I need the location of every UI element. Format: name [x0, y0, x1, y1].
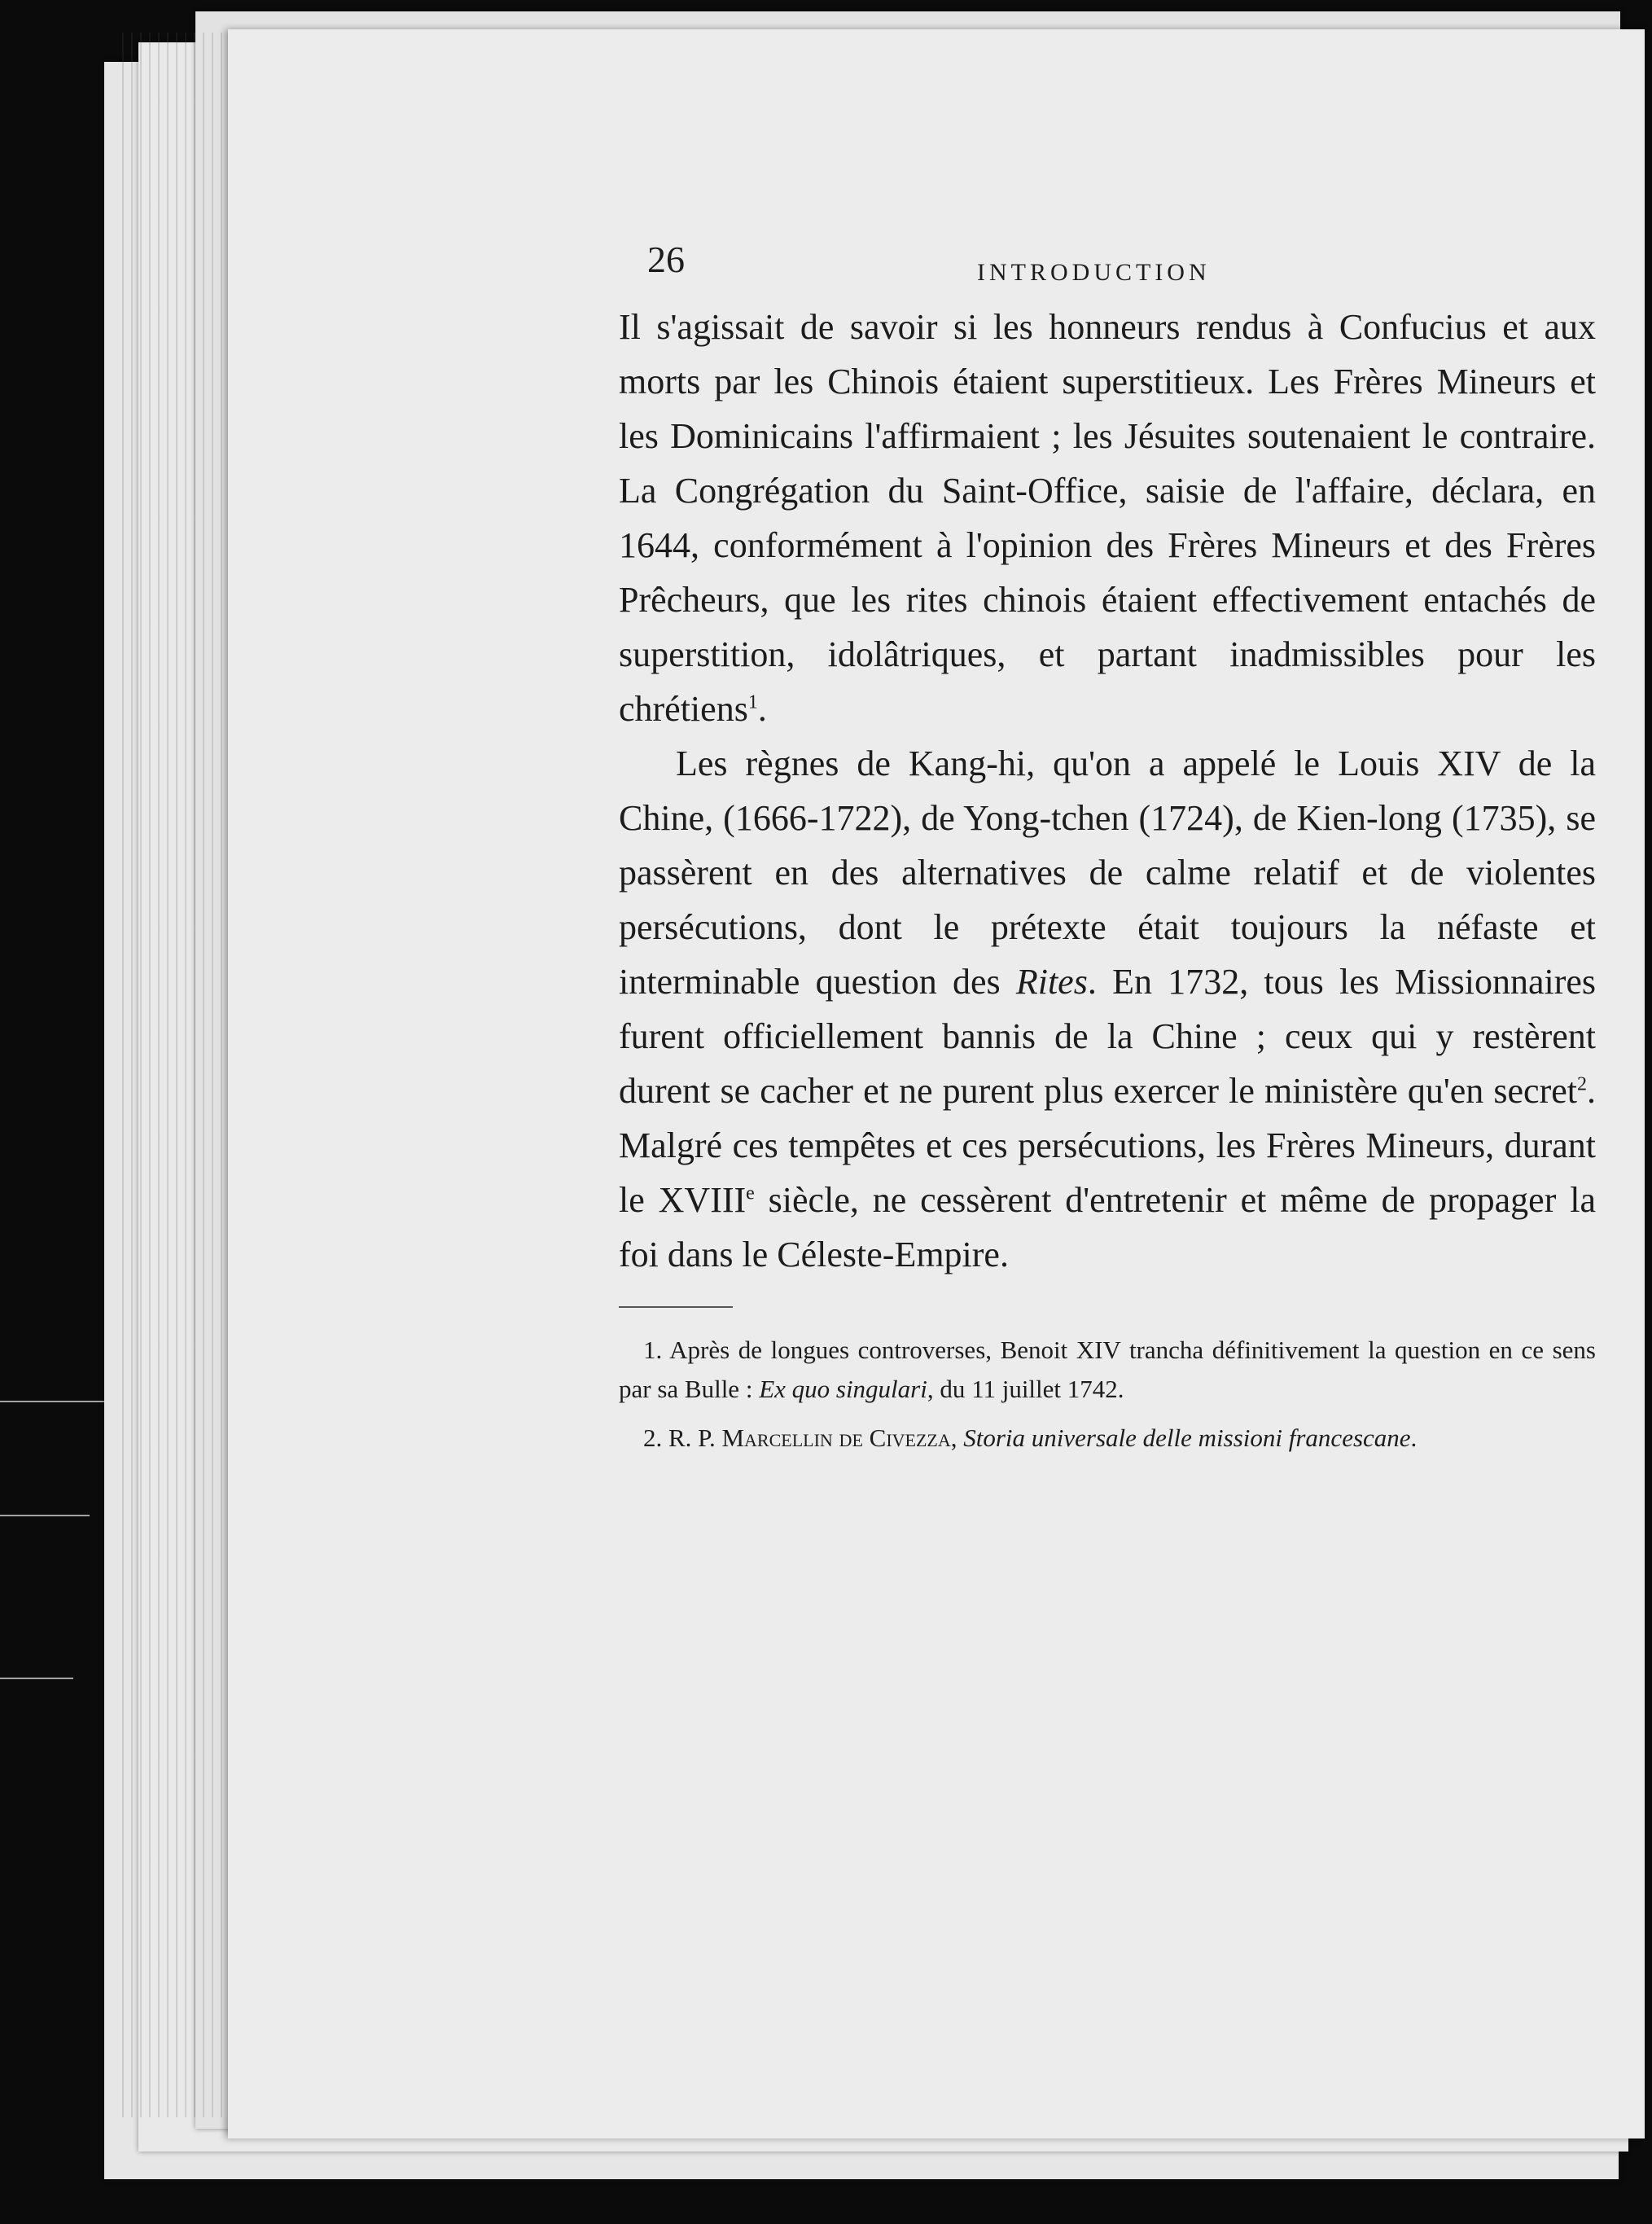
paragraph-text: En 1732, tous les Missionnaires furent officiellement bannis de la Chine ; ceux qui y restèrent durent se cacher et ne purent plus exercer le ministère qu'en secret	[619, 962, 1597, 1111]
paragraph-text: Il s'agissait de savoir si les honneurs rendus à Confucius et aux morts par les Chinois étaient superstitieux. Les Frères Mineurs et les Dominicains l'affirmaient ; les Jésuites soutenaient le contraire. La Congrégation du Saint-Office, saisie de l'affaire, déclara, en 1644, conformément à l'opinion des Frères Mineurs et des Frères Prêcheurs, que les rites chinois étaient effectivement entachés de superstition, idolâtriques, et partant inadmissibles pour les chrétiens	[619, 307, 1596, 729]
page-number: 26	[647, 239, 685, 280]
footnote-ref: 2	[1577, 1073, 1587, 1095]
paragraph-2: Les règnes de Kang-hi, qu'on a appelé le Louis XIV de la Chine, (1666-1722), de Yong-tchen (1724), de Kien-long (1735), se passèrent en des alternatives de calme relatif et de violentes persécutions, dont le prétexte était toujours la néfaste et interminable question des Rites. En 1732, tous les Missionnaires furent officiellement bannis de la Chine ; ceux qui y restèrent durent se cacher et ne purent plus exercer le ministère qu'en secret$^2$. Malgré ces tempêtes et ces persécutions, les Frères Mineurs, durant le XVIIIe siècle, ne cessèrent d'entretenir et même de propager la foi dans le Céleste-Empire.	[619, 744, 1597, 1274]
footnote-text: .	[1410, 1423, 1418, 1452]
footnote-text: , du 11 juillet 1742.	[927, 1375, 1124, 1403]
footnote-text: ,	[950, 1423, 964, 1452]
background-mark	[0, 1401, 106, 1402]
footnote-divider	[619, 1306, 733, 1308]
footnote-author: R. P. Marcellin de Civezza	[668, 1423, 951, 1452]
paragraph-1: Il s'agissait de savoir si les honneurs rendus à Confucius et aux morts par les Chinois étaient superstitieux. Les Frères Mineurs et les Dominicains l'affirmaient ; les Jésuites soutenaient le contraire. La Congrégation du Saint-Office, saisie de l'affaire, déclara, en 1644, conformément à l'opinion des Frères Mineurs et des Frères Prêcheurs, que les rites chinois étaient effectivement entachés de superstition, idolâtriques, et partant inadmissibles pour les chrétiens$^1$.	[619, 307, 1596, 729]
paragraph-text: Malgré ces tempêtes et ces persécutions, les Frères Mineurs, durant le	[619, 1125, 1596, 1220]
background-mark	[0, 1515, 90, 1516]
paragraph-text: Les règnes de Kang-hi, qu'on a appelé le Louis XIV de la Chine, (1666-1722), de Yong-tchen (1724), de Kien-long (1735), se passèrent en des alternatives de calme relatif et de violentes persécutions, dont le prétexte était toujours la néfaste et interminable question des	[619, 744, 1596, 1002]
rites-word: Rites	[1015, 962, 1088, 1002]
book-title: Storia universale delle missioni francescane	[963, 1423, 1411, 1452]
century-suffix: e	[746, 1182, 755, 1204]
running-head	[619, 235, 1596, 300]
footnote-marker: 2.	[643, 1423, 663, 1452]
paragraph-text: siècle, ne cessèrent d'entretenir et même de propager la foi dans le Céleste-Empire.	[619, 1180, 1596, 1274]
footnotes	[619, 1331, 1596, 1458]
century-numeral: XVIII	[658, 1180, 747, 1220]
footnote-text: Après de longues controverses, Benoit XIV trancha définitivement la question en ce sens par sa Bulle :	[619, 1336, 1596, 1403]
footnote-1	[619, 1331, 1596, 1409]
body-text	[619, 300, 1596, 1282]
background-mark	[0, 1678, 73, 1679]
footnote-marker: 1.	[643, 1336, 663, 1364]
footnote-2	[619, 1419, 1596, 1458]
page-content	[619, 235, 1596, 1467]
running-title: INTRODUCTION	[977, 259, 1211, 286]
bull-title: Ex quo singulari	[759, 1375, 927, 1403]
footnote-ref: 1	[747, 691, 758, 713]
